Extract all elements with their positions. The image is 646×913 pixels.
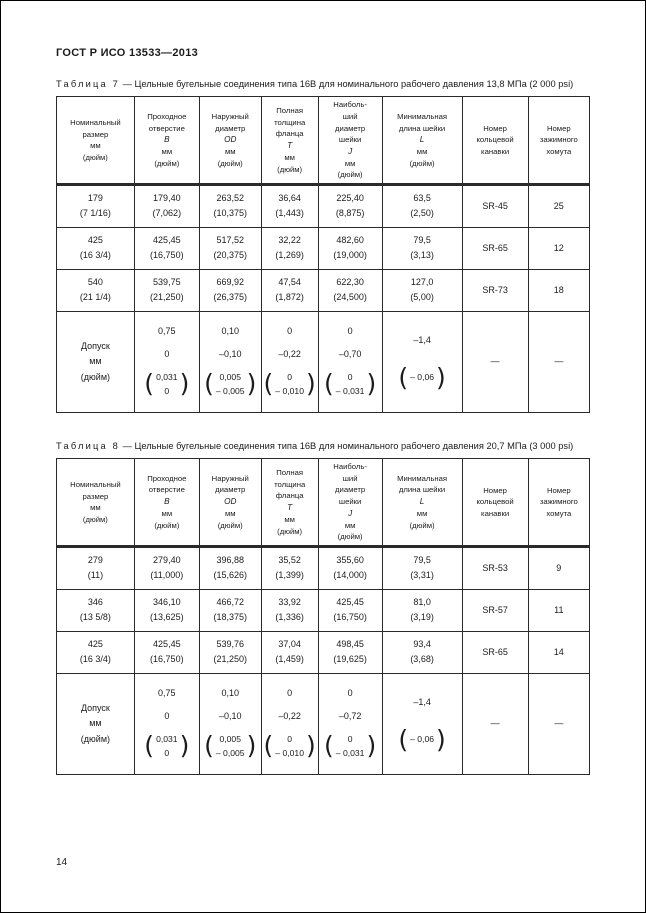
dimension-symbol: T — [287, 502, 293, 512]
table-cell: 33,92 (1,336) — [261, 589, 318, 631]
header-row — [57, 459, 590, 547]
column-header: Номер кольцевой канавки — [462, 459, 528, 547]
table-row — [57, 227, 590, 269]
table-cell: 425 (16 3/4) — [57, 631, 135, 673]
table-8-caption-text: — Цельные бугельные соединения типа 16В для номинального рабочего давления 20,7 МПа (3 000 psi) — [122, 440, 574, 451]
tolerance-value: 0,75 — [158, 687, 176, 698]
table-cell: 396,88 (15,626) — [199, 546, 261, 589]
table-cell: 32,22 (1,269) — [261, 227, 318, 269]
column-header: Минимальная длина шейки L мм (дюйм) — [382, 97, 462, 185]
tolerance-paren-group: ( 0 – 0,010 ) — [263, 731, 316, 761]
table-cell: 346,10 (13,625) — [134, 589, 199, 631]
column-header: Номинальный размер мм (дюйм) — [57, 97, 135, 185]
tolerance-cell — [318, 311, 382, 412]
tolerance-value: 0 — [287, 325, 293, 336]
table-7 — [56, 96, 590, 413]
table-cell: 279,40 (11,000) — [134, 546, 199, 589]
tolerance-cell — [134, 673, 199, 774]
table-7-section — [56, 77, 590, 413]
table-cell: 539,76 (21,250) — [199, 631, 261, 673]
table-cell: 9 — [528, 546, 589, 589]
table-cell: 79,5 (3,31) — [382, 546, 462, 589]
tolerance-value: –0,10 — [218, 348, 242, 359]
header-row — [57, 97, 590, 185]
table-cell: SR-73 — [462, 269, 528, 311]
table-cell: 425,45 (16,750) — [134, 227, 199, 269]
table-cell: 466,72 (18,375) — [199, 589, 261, 631]
paren-close: ) — [436, 724, 446, 754]
tolerance-value: –0,22 — [278, 710, 301, 721]
dimension-symbol: J — [348, 146, 353, 156]
tolerance-label-cell: Допуск мм (дюйм) — [57, 311, 135, 412]
table-8-section — [56, 439, 590, 775]
paren-open: ( — [144, 731, 155, 761]
table-cell: 25 — [528, 184, 589, 227]
column-header: Номер зажимного хомута — [528, 97, 589, 185]
dimension-symbol: OD — [224, 135, 237, 145]
column-header: Наружный диаметр OD мм (дюйм) — [199, 459, 261, 547]
table-cell: 93,4 (3,68) — [382, 631, 462, 673]
paren-close: ) — [246, 731, 257, 761]
paren-close: ) — [366, 369, 377, 399]
column-header: Номер зажимного хомута — [528, 459, 589, 547]
dimension-symbol: J — [348, 508, 353, 518]
table-7-caption — [56, 77, 590, 91]
dimension-symbol: OD — [224, 497, 237, 507]
table-cell: 225,40 (8,875) — [318, 184, 382, 227]
tolerance-value: 0,75 — [158, 325, 176, 336]
table-cell: SR-45 — [462, 184, 528, 227]
column-header: Полная толщина фланца T мм (дюйм) — [261, 459, 318, 547]
table-row — [57, 589, 590, 631]
column-header: Проходное отверстие B мм (дюйм) — [134, 459, 199, 547]
tolerance-paren-group: ( 0,031 0 ) — [144, 731, 190, 761]
table-8-caption-label: Таблица 8 — [56, 440, 121, 451]
table-cell: 425 (16 3/4) — [57, 227, 135, 269]
tolerance-paren-group: ( 0 – 0,031 ) — [324, 731, 377, 761]
tolerance-value: 0,10 — [221, 687, 239, 698]
column-header: Наиболь- ший диаметр шейки J мм (дюйм) — [318, 97, 382, 185]
table-cell: 498,45 (19,625) — [318, 631, 382, 673]
paren-open: ( — [324, 369, 334, 399]
doc-header: ГОСТ Р ИСО 13533—2013 — [56, 47, 199, 59]
table-row — [57, 546, 590, 589]
tolerance-paren-group: ( 0,031 0 ) — [144, 369, 190, 399]
table-cell: SR-57 — [462, 589, 528, 631]
dimension-symbol: B — [164, 497, 170, 507]
table-cell: 540 (21 1/4) — [57, 269, 135, 311]
table-8-caption — [56, 439, 590, 453]
paren-close: ) — [366, 731, 377, 761]
tolerance-value: 0 — [164, 348, 170, 359]
tolerance-paren-group: ( – 0,06 ) — [398, 724, 446, 754]
tolerance-value: 0 — [347, 325, 353, 336]
empty-cell: — — [528, 673, 589, 774]
table-7-caption-text: — Цельные бугельные соединения типа 16В для номинального рабочего давления 13,8 МПа (2 000 psi) — [122, 79, 574, 89]
table-cell: 425,45 (16,750) — [134, 631, 199, 673]
column-header: Полная толщина фланца T мм (дюйм) — [261, 97, 318, 185]
empty-cell: — — [462, 311, 528, 412]
dimension-symbol: L — [419, 135, 425, 145]
tolerance-cell — [382, 673, 462, 774]
tolerance-value: 0 — [287, 687, 293, 698]
dimension-symbol: L — [419, 497, 425, 507]
tolerance-row — [57, 673, 590, 774]
tolerance-paren-group: ( 0 – 0,010 ) — [263, 369, 316, 399]
table-7-caption-label: Таблица 7 — [56, 79, 121, 89]
table-cell: 346 (13 5/8) — [57, 589, 135, 631]
tolerance-value: –1,4 — [413, 696, 431, 707]
tolerance-label-cell: Допуск мм (дюйм) — [57, 673, 135, 774]
table-cell: 47,54 (1,872) — [261, 269, 318, 311]
tolerance-value: –0,22 — [278, 348, 301, 359]
table-cell: 79,5 (3,13) — [382, 227, 462, 269]
column-header: Наружный диаметр OD мм (дюйм) — [199, 97, 261, 185]
table-cell: SR-65 — [462, 227, 528, 269]
empty-cell: — — [462, 673, 528, 774]
table-cell: SR-53 — [462, 546, 528, 589]
tolerance-value: 0,10 — [221, 325, 239, 336]
paren-open: ( — [398, 362, 409, 392]
paren-open: ( — [263, 731, 274, 761]
tolerance-cell — [318, 673, 382, 774]
table-row — [57, 269, 590, 311]
tolerance-paren-group: ( – 0,06 ) — [398, 362, 446, 392]
table-cell: 539,75 (21,250) — [134, 269, 199, 311]
paren-open: ( — [324, 731, 334, 761]
table-cell: 425,45 (16,750) — [318, 589, 382, 631]
table-cell: 179,40 (7,062) — [134, 184, 199, 227]
column-header: Минимальная длина шейки L мм (дюйм) — [382, 459, 462, 547]
table-cell: 18 — [528, 269, 589, 311]
table-cell: 279 (11) — [57, 546, 135, 589]
tolerance-row — [57, 311, 590, 412]
paren-close: ) — [436, 362, 446, 392]
table-cell: 127,0 (5,00) — [382, 269, 462, 311]
tolerance-cell — [199, 673, 261, 774]
table-cell: 355,60 (14,000) — [318, 546, 382, 589]
column-header: Наиболь- ший диаметр шейки J мм (дюйм) — [318, 459, 382, 547]
table-cell: 81,0 (3,19) — [382, 589, 462, 631]
paren-close: ) — [179, 731, 190, 761]
table-cell: 14 — [528, 631, 589, 673]
paren-open: ( — [144, 369, 155, 399]
page-number: 14 — [56, 857, 68, 868]
paren-open: ( — [204, 369, 214, 399]
tolerance-value: –0,70 — [338, 348, 362, 359]
paren-close: ) — [305, 369, 316, 399]
tolerance-paren-group: ( 0,005 – 0,005 ) — [204, 369, 257, 399]
tolerance-cell — [261, 311, 318, 412]
tolerance-cell — [261, 673, 318, 774]
column-header: Номер кольцевой канавки — [462, 97, 528, 185]
column-header: Номинальный размер мм (дюйм) — [57, 459, 135, 547]
empty-cell: — — [528, 311, 589, 412]
table-cell: 622,30 (24,500) — [318, 269, 382, 311]
table-cell: 37,04 (1,459) — [261, 631, 318, 673]
tolerance-value: –0,72 — [338, 710, 362, 721]
paren-close: ) — [305, 731, 316, 761]
tolerance-cell — [199, 311, 261, 412]
table-cell: 179 (7 1/16) — [57, 184, 135, 227]
table-cell: 36,64 (1,443) — [261, 184, 318, 227]
table-cell: 12 — [528, 227, 589, 269]
table-cell: 517,52 (20,375) — [199, 227, 261, 269]
table-cell: 11 — [528, 589, 589, 631]
table-cell: 482,60 (19,000) — [318, 227, 382, 269]
paren-close: ) — [246, 369, 257, 399]
table-row — [57, 631, 590, 673]
dimension-symbol: B — [164, 135, 170, 145]
table-cell: SR-65 — [462, 631, 528, 673]
paren-close: ) — [179, 369, 190, 399]
dimension-symbol: T — [287, 140, 293, 150]
tolerance-paren-group: ( 0,005 – 0,005 ) — [204, 731, 257, 761]
tolerance-cell — [134, 311, 199, 412]
tolerance-value: –0,10 — [218, 710, 242, 721]
column-header: Проходное отверстие B мм (дюйм) — [134, 97, 199, 185]
table-cell: 263,52 (10,375) — [199, 184, 261, 227]
table-row — [57, 184, 590, 227]
tolerance-value: 0 — [347, 687, 353, 698]
paren-open: ( — [398, 724, 409, 754]
table-8 — [56, 458, 590, 775]
table-cell: 669,92 (26,375) — [199, 269, 261, 311]
tolerance-value: 0 — [164, 710, 170, 721]
paren-open: ( — [204, 731, 214, 761]
table-cell: 63,5 (2,50) — [382, 184, 462, 227]
paren-open: ( — [263, 369, 274, 399]
tolerance-value: –1,4 — [413, 334, 431, 345]
tolerance-paren-group: ( 0 – 0,031 ) — [324, 369, 377, 399]
table-cell: 35,52 (1,399) — [261, 546, 318, 589]
tolerance-cell — [382, 311, 462, 412]
